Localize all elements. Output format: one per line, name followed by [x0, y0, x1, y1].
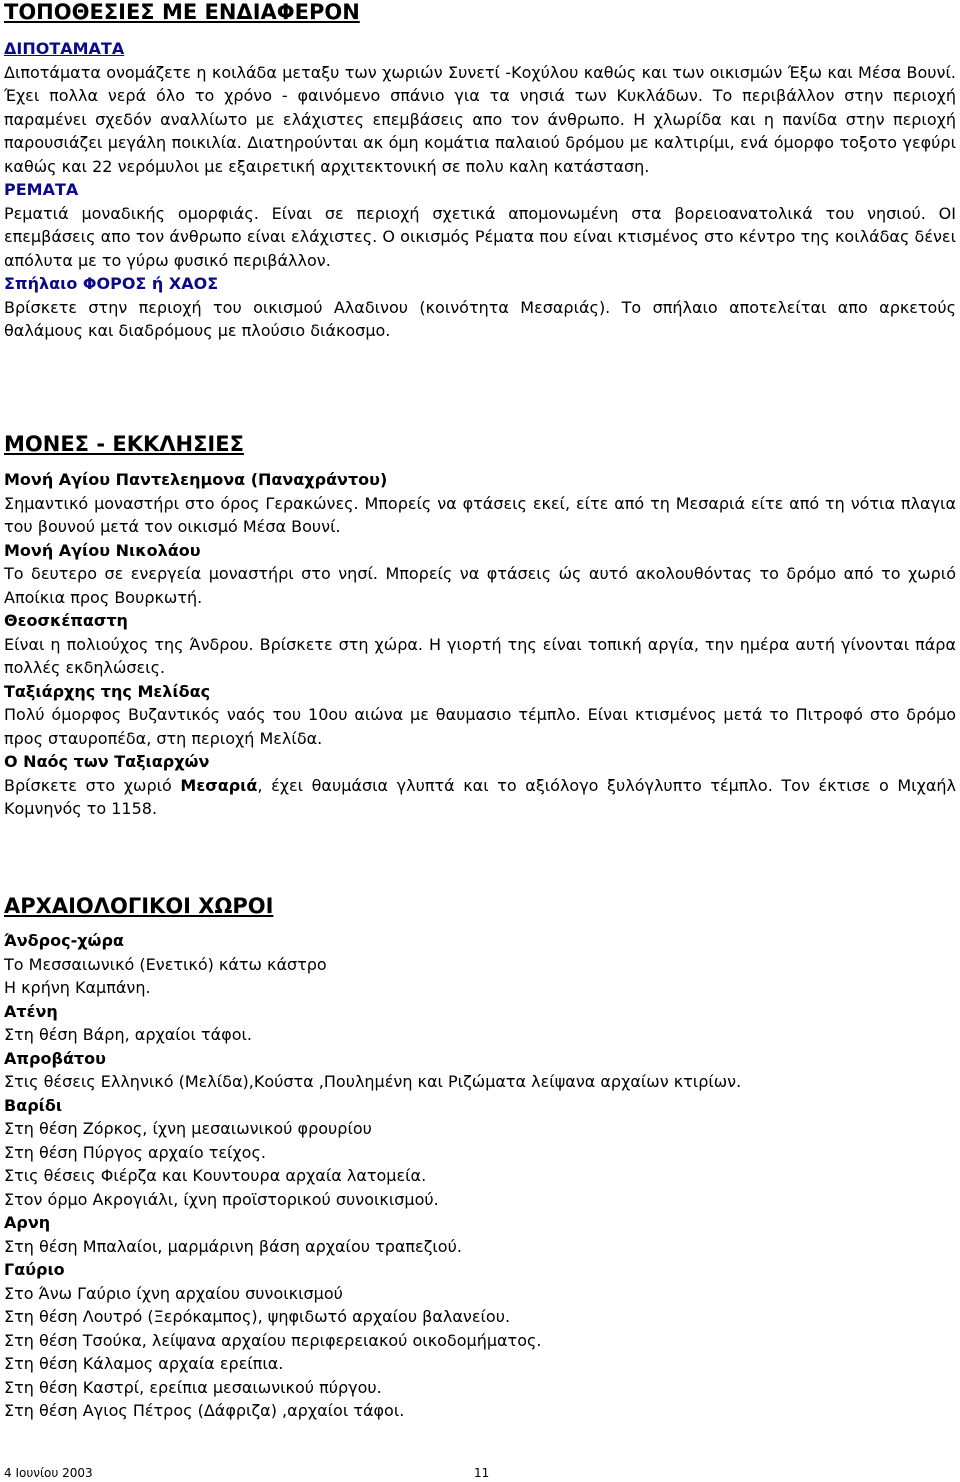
footer-date: 4 Ιουνίου 2003	[4, 1466, 93, 1480]
paragraph-cave: Βρίσκετε στην περιοχή του οικισμού Αλαδινου (κοινότητα Μεσαριάς). Το σπήλαιο αποτελείται απο αρκετούς θαλάμους και διαδρόμους με πλούσιο διάκοσμο.	[4, 297, 956, 340]
list-line: Στη θέση Μπαλαίοι, μαρμάρινη βάση αρχαίου τραπεζιού.	[4, 1236, 462, 1256]
list-line: Στον όρμο Ακρογιάλι, ίχνη προϊστορικού συνοικισμού.	[4, 1189, 439, 1209]
heading-moni-pantelehmona: Μονή Αγίου Παντελεημονα (Παναχράντου)	[4, 470, 388, 489]
paragraph-theoskepasti: Είναι η πολιούχος της Άνδρου. Βρίσκετε στη χώρα. Η γιορτή της είναι τοπική αργία, την ημέρα αυτή γίνονται πάρα πολλές εκδηλώσεις.	[4, 634, 956, 677]
list-line: Στη θέση Ζόρκος, ίχνη μεσαιωνικού φρουρίου	[4, 1119, 372, 1138]
list-line: Στη θέση Πύργος αρχαίο τείχος.	[4, 1142, 266, 1162]
list-line: Στη θέση Λουτρό (Ξερόκαμπος), ψηφιδωτό αρχαίου βαλανείου.	[4, 1307, 511, 1326]
heading-taxiarchis-melidas: Ταξιάρχης της Μελίδας	[4, 681, 211, 701]
section-archaeological-sites	[4, 894, 956, 1423]
text-run: , έχει θαυμάσια γλυπτά και το αξιόλογο ξυλόγλυπτο τέμπλο. Τον έκτισε ο Μιχαήλ Κομνηνός το 1158.	[4, 775, 956, 818]
paragraph-taxiarchis-melidas: Πολύ όμορφος Βυζαντικός ναός του 10ου αιώνα με θαυμασιο τέμπλο. Είναι κτισμένος μετά το Πιτροφό στο δρόμο προς σταυροπέδα, στη περιοχή Μελίδα.	[4, 705, 956, 748]
heading-andros-chora: Άνδρος-χώρα	[4, 931, 124, 950]
page-footer	[4, 1466, 956, 1480]
heading-naos-taxiarchon: Ο Ναός των Ταξιαρχών	[4, 752, 210, 771]
heading-theoskepasti: Θεοσκέπαστη	[4, 611, 128, 630]
paragraph-remata: Ρεματιά μοναδικής ομορφιάς. Είναι σε περιοχή σχετικά απομονωμένη στα βορειοανατολικά του νησιού. ΟΙ επεμβάσεις απο τον άνθρωπο είναι ελάχιστες. Ο οικισμός Ρέματα που είναι κτισμένος στο κέντρο της κοιλάδας δένει απόλυτα με το γύρω φυσικό περιβάλλον.	[4, 203, 956, 270]
heading-moni-nikolaou: Μονή Αγίου Νικολάου	[4, 540, 201, 560]
section-title-points-of-interest: ΤΟΠΟΘΕΣΙΕΣ ΜΕ ΕΝΔΙΑΦΕΡΟΝ	[4, 0, 360, 24]
list-line: Στη θέση Κάλαμος αρχαία ερείπια.	[4, 1354, 284, 1373]
list-line: Στις θέσεις Ελληνικό (Μελίδα),Κούστα ,Πουλημένη και Ριζώματα λείψανα αρχαίων κτιρίων.	[4, 1072, 742, 1091]
heading-remata: ΡΕΜΑΤΑ	[4, 180, 79, 199]
list-line: Στη θέση Τσούκα, λείψανα αρχαίου περιφερειακού οικοδομήματος.	[4, 1330, 542, 1350]
list-line: Η κρήνη Καμπάνη.	[4, 978, 151, 997]
heading-arni: Αρνη	[4, 1213, 51, 1232]
section-points-of-interest	[4, 0, 956, 343]
section-title-monasteries: ΜΟΝΕΣ - ΕΚΚΛΗΣΙΕΣ	[4, 432, 244, 456]
section-title-archaeological: ΑΡΧΑΙΟΛΟΓΙΚΟΙ ΧΩΡΟΙ	[4, 894, 274, 918]
list-line: Στο Άνω Γαύριο ίχνη αρχαίου συνοικισμού	[4, 1283, 343, 1303]
section-monasteries-churches	[4, 432, 956, 821]
list-line: Στη θέση Αγιος Πέτρος (Δάφριζα) ,αρχαίοι τάφοι.	[4, 1401, 405, 1420]
text-run: Βρίσκετε στο χωριό	[4, 775, 181, 795]
heading-aprovatou: Απροβάτου	[4, 1048, 106, 1068]
heading-ateni: Ατένη	[4, 1001, 58, 1021]
text-run-bold-mesaria: Μεσαριά	[180, 775, 258, 795]
heading-dipotamata: ΔΙΠΟΤΑΜΑΤΑ	[4, 39, 125, 58]
list-line: Το Μεσσαιωνικό (Ενετικό) κάτω κάστρο	[4, 954, 327, 974]
list-line: Στις θέσεις Φιέρζα και Κουντουρα αρχαία λατομεία.	[4, 1166, 427, 1185]
heading-cave: Σπήλαιο ΦΟΡΟΣ ή ΧΑΟΣ	[4, 274, 219, 293]
page-number: 11	[474, 1466, 490, 1480]
list-line: Στη θέση Βάρη, αρχαίοι τάφοι.	[4, 1025, 252, 1044]
paragraph-naos-taxiarchon	[4, 774, 956, 821]
paragraph-moni-nikolaou: Το δευτερο σε ενεργεία μοναστήρι στο νησί. Μπορείς να φτάσεις ώς αυτό ακολουθόντας το δρόμο από το χωριό Αποίκια προς Βουρκωτή.	[4, 564, 956, 607]
list-line: Στη θέση Καστρί, ερείπια μεσαιωνικού πύργου.	[4, 1377, 382, 1397]
paragraph-moni-pantelehmona: Σημαντικό μοναστήρι στο όρος Γερακώνες. Μπορείς να φτάσεις εκεί, είτε από τη Μεσαριά είτε από τη νότια πλαγια του βουνού μετά τον οικισμό Μέσα Βουνί.	[4, 493, 956, 536]
heading-gavrio: Γαύριο	[4, 1260, 65, 1279]
heading-varidi: Βαρίδι	[4, 1095, 63, 1115]
paragraph-dipotamata: Διποτάματα ονομάζετε η κοιλάδα μεταξυ των χωριών Συνετί -Κοχύλου καθώς και των οικισμών Έξω και Μέσα Βουνί. Έχει πολλα νερά όλο το χρόνο - φαινόμενο σπάνιο για τα νησιά των Κυκλάδων. Το περιβάλλον στην περιοχή παραμένει σχεδόν αναλλίωτο με ελάχιστες επεμβάσεις απο τον άνθρωπο. Η χλωρίδα και η πανίδα στην περιοχή παρουσιάζει μεγάλη ποικιλία. Διατηρούνται ακ όμη κομάτια παλαιού δρόμου με καλτιρίμι, ενά όμορφο τοξοτο γεφύρι καθώς και 22 νερόμυλοι με εξαιρετική αρχιτεκτονική σε πολυ καλη κατάσταση.	[4, 62, 956, 176]
